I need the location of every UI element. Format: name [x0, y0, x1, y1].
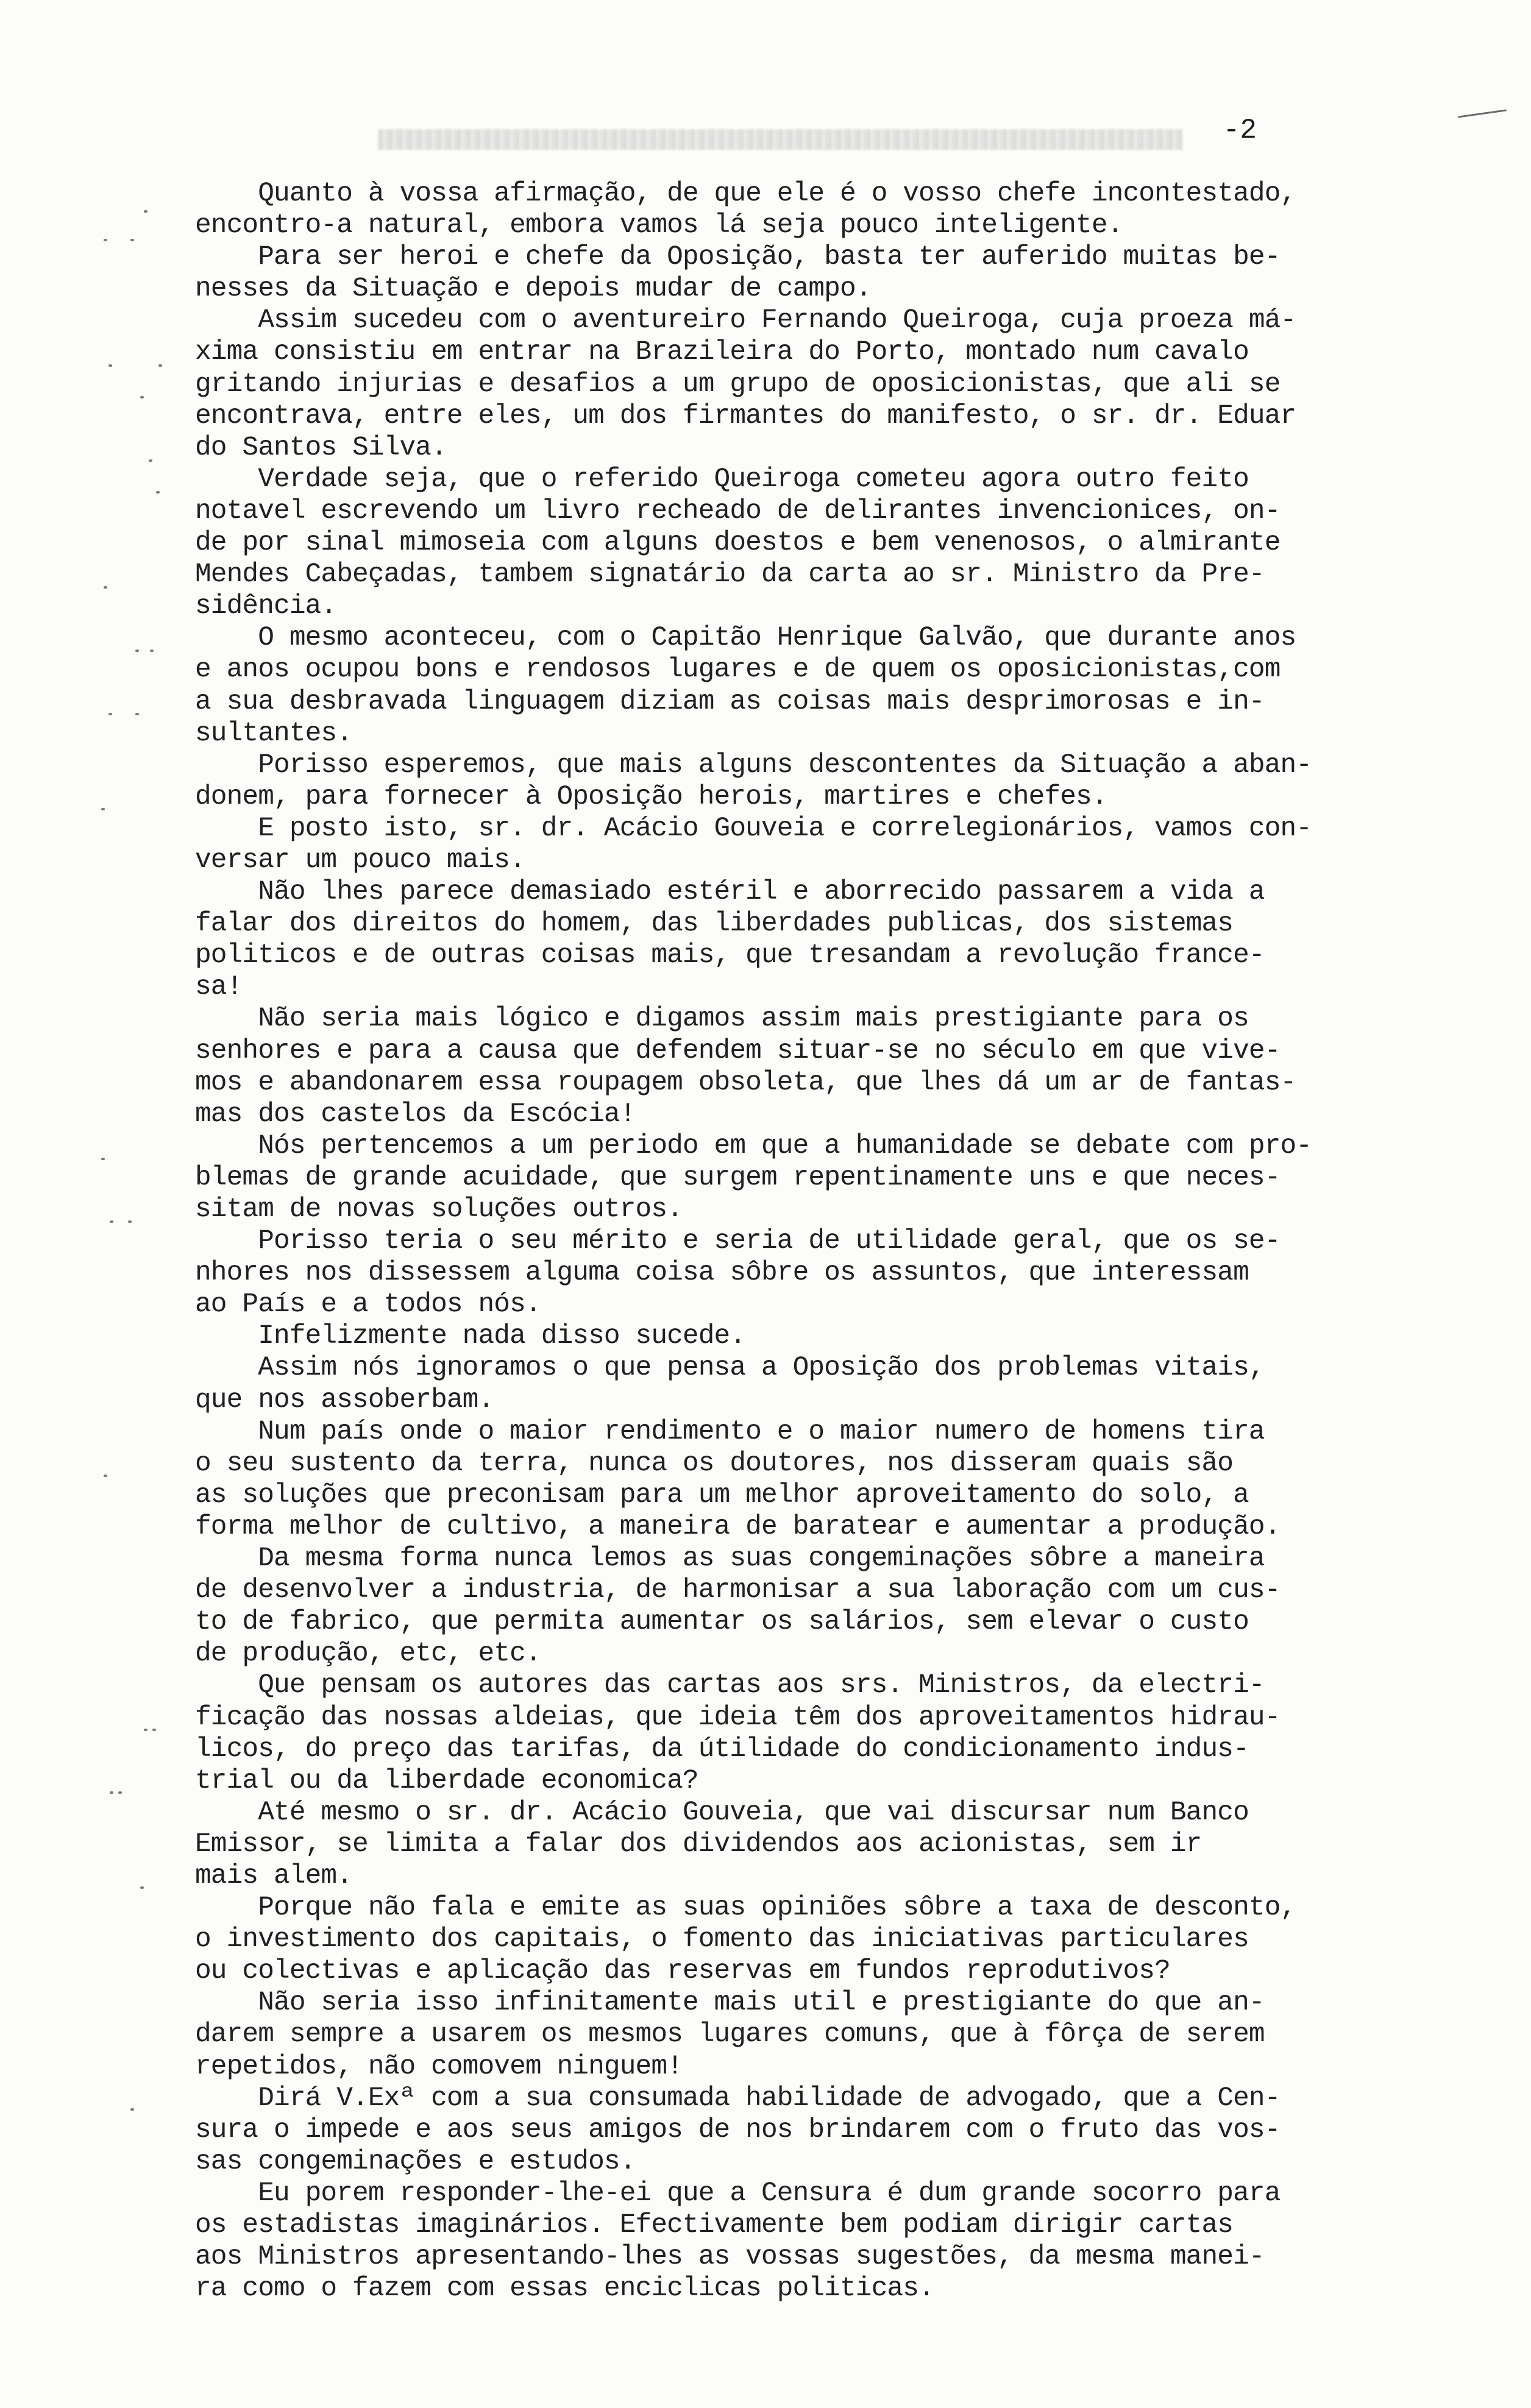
text-line: Nós pertencemos a um periodo em que a humanidade se debate com pro-: [195, 1130, 1312, 1161]
text-line: sura o impede e aos seus amigos de nos brindarem com o fruto das vos-: [195, 2114, 1281, 2145]
text-line: Quanto à vossa afirmação, de que ele é o vosso chefe incontestado,: [195, 179, 1296, 209]
text-line: Infelizmente nada disso sucede.: [195, 1321, 746, 1352]
text-line: donem, para fornecer à Oposição herois, martires e chefes.: [195, 781, 1107, 812]
text-line: Assim sucedeu com o aventureiro Fernando Queiroga, cuja proeza má-: [195, 305, 1296, 336]
text-line: Emissor, se limita a falar dos dividendos aos acionistas, sem ir: [195, 1829, 1202, 1860]
text-line: sidência.: [195, 591, 337, 622]
text-line: O mesmo aconteceu, com o Capitão Henrique Galvão, que durante anos: [195, 623, 1296, 654]
text-line: encontro-a natural, embora vamos lá seja pouco inteligente.: [195, 210, 1123, 241]
text-line: mas dos castelos da Escócia!: [195, 1099, 636, 1130]
text-line: Para ser heroi e chefe da Oposição, basta ter auferido muitas be-: [195, 242, 1281, 273]
text-line: Dirá V.Exª com a sua consumada habilidade de advogado, que a Cen-: [195, 2083, 1281, 2114]
text-line: sa!: [195, 972, 243, 1003]
text-line: blemas de grande acuidade, que surgem repentinamente uns e que neces-: [195, 1162, 1281, 1193]
text-line: ficação das nossas aldeias, que ideia têm dos aproveitamentos hidrau-: [195, 1702, 1281, 1733]
text-line: xima consistiu em entrar na Brazileira do Porto, montado num cavalo: [195, 337, 1249, 368]
text-line: mais alem.: [195, 1860, 353, 1891]
text-line: senhores e para a causa que defendem situar-se no século em que vive-: [195, 1035, 1281, 1066]
text-line: Porque não fala e emite as suas opiniões sôbre a taxa de desconto,: [195, 1893, 1296, 1924]
text-line: de por sinal mimoseia com alguns doestos e bem venenosos, o almirante: [195, 528, 1281, 559]
text-line: encontrava, entre eles, um dos firmantes do manifesto, o sr. dr. Eduar: [195, 400, 1296, 431]
text-line: Da mesma forma nunca lemos as suas congeminações sôbre a maneira: [195, 1543, 1265, 1574]
text-line: E posto isto, sr. dr. Acácio Gouveia e correlegionários, vamos con-: [195, 813, 1312, 844]
text-line: politicos e de outras coisas mais, que tresandam a revolução france-: [195, 940, 1265, 971]
text-line: do Santos Silva.: [195, 432, 447, 463]
letter-body: [195, 178, 1475, 2304]
text-line: trial ou da liberdade economica?: [195, 1765, 698, 1796]
text-line: repetidos, não comovem ninguem!: [195, 2051, 683, 2082]
corner-pen-mark: [1458, 109, 1507, 118]
text-line: Porisso esperemos, que mais alguns descontentes da Situação a aban-: [195, 749, 1312, 781]
text-line: Não lhes parece demasiado estéril e aborrecido passarem a vida a: [195, 877, 1265, 908]
text-line: nhores nos dissessem alguma coisa sôbre os assuntos, que interessam: [195, 1258, 1249, 1289]
text-line: nesses da Situação e depois mudar de campo.: [195, 274, 872, 305]
page-number: -2: [1223, 115, 1257, 146]
text-line: o investimento dos capitais, o fomento das iniciativas particulares: [195, 1924, 1249, 1955]
text-line: a sua desbravada linguagem diziam as coisas mais desprimorosas e in-: [195, 686, 1265, 717]
text-line: sas congeminações e estudos.: [195, 2146, 636, 2177]
text-line: Num país onde o maior rendimento e o maior numero de homens tira: [195, 1416, 1265, 1447]
text-line: Porisso teria o seu mérito e seria de utilidade geral, que os se-: [195, 1226, 1281, 1257]
text-line: ao País e a todos nós.: [195, 1289, 541, 1320]
text-line: versar um pouco mais.: [195, 845, 525, 876]
text-line: sultantes.: [195, 718, 353, 749]
text-line: Não seria isso infinitamente mais util e prestigiante do que an-: [195, 1988, 1265, 2019]
header-smudge: [378, 129, 1182, 150]
text-line: Não seria mais lógico e digamos assim mais prestigiante para os: [195, 1004, 1249, 1035]
text-line: aos Ministros apresentando-lhes as vossas sugestões, da mesma manei-: [195, 2242, 1265, 2273]
text-line: Verdade seja, que o referido Queiroga cometeu agora outro feito: [195, 464, 1249, 495]
text-line: Mendes Cabeçadas, tambem signatário da carta ao sr. Ministro da Pre-: [195, 559, 1265, 590]
text-line: as soluções que preconisam para um melhor aproveitamento do solo, a: [195, 1479, 1249, 1510]
text-line: gritando injurias e desafios a um grupo de oposicionistas, que ali se: [195, 369, 1281, 400]
text-line: o seu sustento da terra, nunca os doutores, nos disseram quais são: [195, 1448, 1234, 1479]
text-line: licos, do preço das tarifas, da útilidade do condicionamento indus-: [195, 1733, 1249, 1765]
text-line: falar dos direitos do homem, das liberdades publicas, dos sistemas: [195, 908, 1234, 940]
text-line: sitam de novas soluções outros.: [195, 1194, 683, 1225]
text-line: que nos assoberbam.: [195, 1384, 494, 1415]
text-line: darem sempre a usarem os mesmos lugares comuns, que à fôrça de serem: [195, 2019, 1265, 2050]
text-line: forma melhor de cultivo, a maneira de baratear e aumentar a produção.: [195, 1511, 1281, 1542]
text-line: Assim nós ignoramos o que pensa a Oposição dos problemas vitais,: [195, 1353, 1265, 1384]
text-line: ou colectivas e aplicação das reservas em fundos reprodutivos?: [195, 1956, 1170, 1987]
text-line: to de fabrico, que permita aumentar os salários, sem elevar o custo: [195, 1607, 1249, 1638]
text-line: Eu porem responder-lhe-ei que a Censura é dum grande socorro para: [195, 2178, 1281, 2209]
text-line: mos e abandonarem essa roupagem obsoleta, que lhes dá um ar de fantas-: [195, 1067, 1296, 1098]
text-line: notavel escrevendo um livro recheado de delirantes invencionices, on-: [195, 495, 1281, 526]
text-line: e anos ocupou bons e rendosos lugares e de quem os oposicionistas,com: [195, 654, 1281, 685]
text-line: Que pensam os autores das cartas aos srs. Ministros, da electri-: [195, 1670, 1265, 1701]
text-line: os estadistas imaginários. Efectivamente bem podiam dirigir cartas: [195, 2210, 1234, 2240]
text-line: ra como o fazem com essas enciclicas politicas.: [195, 2273, 934, 2304]
text-line: Até mesmo o sr. dr. Acácio Gouveia, que vai discursar num Banco: [195, 1797, 1249, 1828]
text-line: de produção, etc, etc.: [195, 1638, 541, 1670]
text-line: de desenvolver a industria, de harmonisar a sua laboração com um cus-: [195, 1575, 1281, 1606]
